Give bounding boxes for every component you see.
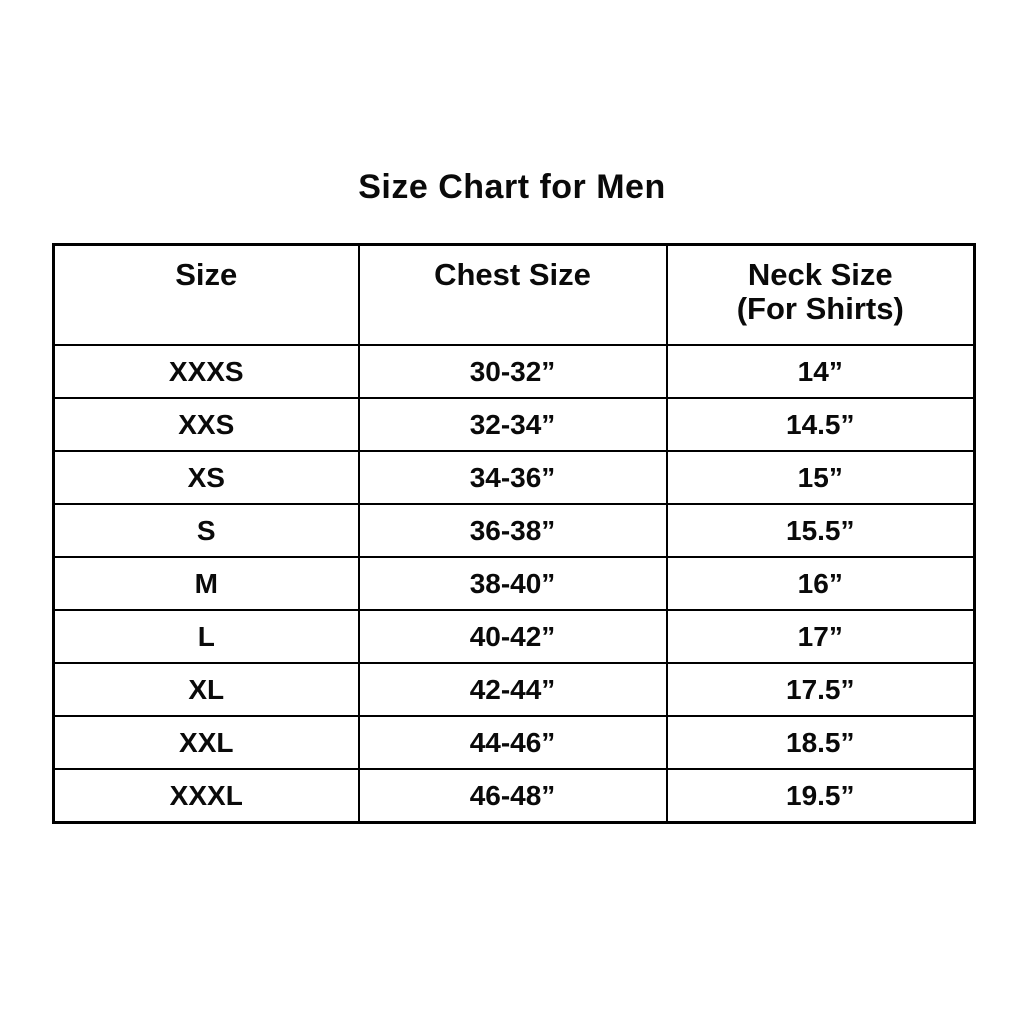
header-chest-size-label: Chest Size (434, 257, 591, 292)
header-cell-chest-size (359, 245, 667, 346)
table-row (54, 398, 975, 451)
header-cell-neck-size (667, 245, 975, 346)
table-row (54, 610, 975, 663)
neck-size-cell: 14.5” (667, 398, 975, 451)
neck-size-cell: 19.5” (667, 769, 975, 823)
table-row (54, 345, 975, 398)
neck-size-cell: 16” (667, 557, 975, 610)
header-row (54, 245, 975, 346)
size-table-body (54, 345, 975, 823)
table-row (54, 769, 975, 823)
chest-size-cell: 34-36” (359, 451, 667, 504)
neck-size-cell: 17” (667, 610, 975, 663)
header-size-label: Size (175, 257, 238, 292)
table-row (54, 504, 975, 557)
size-cell: S (54, 504, 359, 557)
neck-size-cell: 15” (667, 451, 975, 504)
chest-size-cell: 44-46” (359, 716, 667, 769)
table-row (54, 663, 975, 716)
table-header (54, 245, 975, 346)
size-cell: XL (54, 663, 359, 716)
size-cell: XXXL (54, 769, 359, 823)
table-row (54, 716, 975, 769)
table-row (54, 557, 975, 610)
size-cell: L (54, 610, 359, 663)
page-title: Size Chart for Men (358, 168, 666, 206)
size-cell: XXXS (54, 345, 359, 398)
size-cell: XS (54, 451, 359, 504)
chest-size-cell: 38-40” (359, 557, 667, 610)
chest-size-cell: 40-42” (359, 610, 667, 663)
neck-size-cell: 14” (667, 345, 975, 398)
neck-size-cell: 17.5” (667, 663, 975, 716)
size-chart-table (52, 243, 976, 824)
header-neck-size-label: Neck Size (747, 257, 893, 292)
chest-size-cell: 42-44” (359, 663, 667, 716)
neck-size-cell: 18.5” (667, 716, 975, 769)
header-cell-size (54, 245, 359, 346)
chest-size-cell: 30-32” (359, 345, 667, 398)
chest-size-cell: 32-34” (359, 398, 667, 451)
size-cell: XXL (54, 716, 359, 769)
size-cell: M (54, 557, 359, 610)
table-row (54, 451, 975, 504)
header-neck-size-sublabel: (For Shirts) (736, 291, 904, 326)
chest-size-cell: 36-38” (359, 504, 667, 557)
size-cell: XXS (54, 398, 359, 451)
chest-size-cell: 46-48” (359, 769, 667, 823)
neck-size-cell: 15.5” (667, 504, 975, 557)
